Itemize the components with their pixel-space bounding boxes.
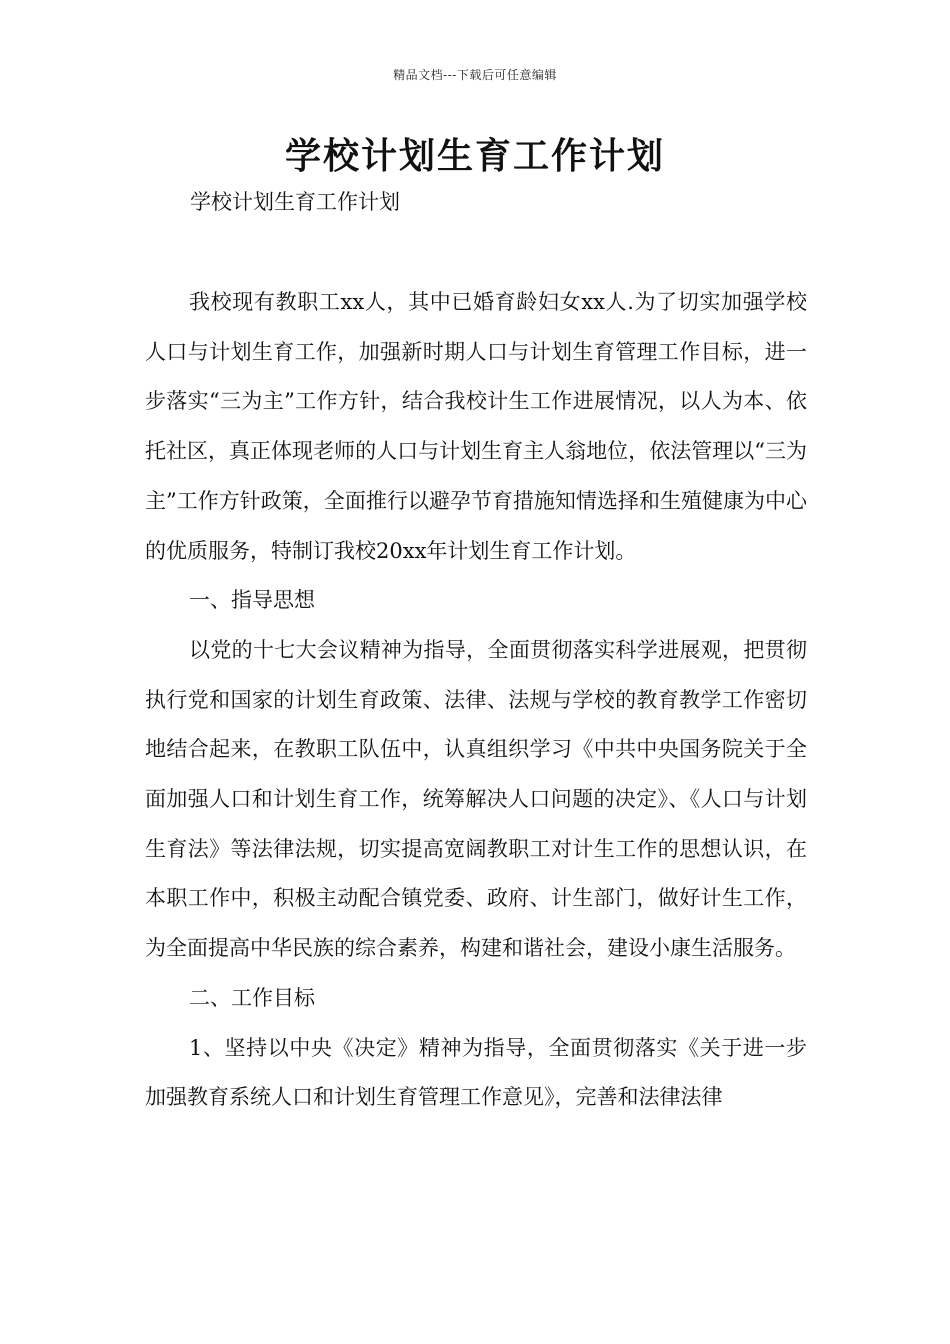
- paragraph-guiding-ideology: 以党的十七大会议精神为指导，全面贯彻落实科学进展观，把贯彻执行党和国家的计划生育政策、法律、法规与学校的教育教学工作密切地结合起来，在教职工队伍中，认真组织学习《中共中央国务院关于全面加强人口和计划生育工作，统筹解决人口问题的决定》、《人口与计划生育法》等法律法规，切实提高宽阔教职工对计生工作的思想认识，在本职工作中，积极主动配合镇党委、政府、计生部门，做好计生工作，为全面提高中华民族的综合素养，构建和谐社会，建设小康生活服务。: [145, 637, 807, 961]
- document-subtitle: 学校计划生育工作计划: [190, 190, 400, 214]
- section-heading-guiding-ideology: 一、指导思想: [189, 588, 315, 613]
- paragraph-intro: 我校现有教职工xx人，其中已婚育龄妇女xx人.为了切实加强学校人口与计划生育工作，加强新时期人口与计划生育管理工作目标，进一步落实“三为主”工作方针，结合我校计生工作进展情况，以人为本、依托社区，真正体现老师的人口与计划生育主人翁地位，依法管理以“三为主”工作方针政策，全面推行以避孕节育措施知情选择和生殖健康为中心的优质服务，特制订我校20xx年计划生育工作计划。: [145, 290, 807, 563]
- section-heading-work-goals: 二、工作目标: [189, 985, 315, 1010]
- document-body: [145, 278, 807, 1123]
- paragraph-work-goals-1: 1、坚持以中央《决定》精神为指导，全面贯彻落实《关于进一步加强教育系统人口和计划生育管理工作意见》，完善和法律法律: [145, 1035, 807, 1110]
- document-title: 学校计划生育工作计划: [284, 136, 665, 177]
- page-header: 精品文档---下载后可任意编辑: [393, 68, 557, 82]
